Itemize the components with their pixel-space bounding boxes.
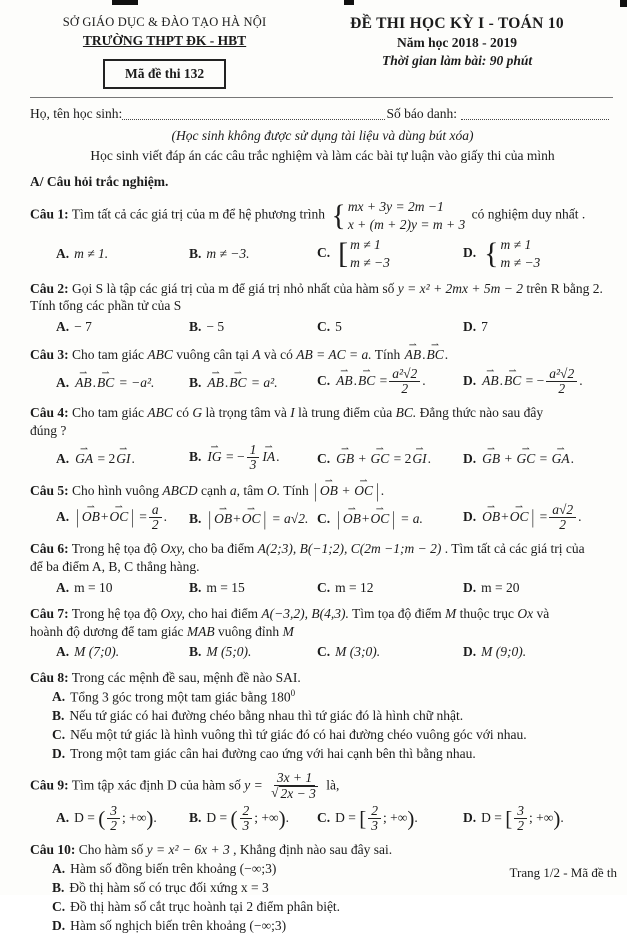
option-d: D. ⇀ GB + ⇀ GC = ⇀ GA. xyxy=(463,448,615,468)
question-9: Câu 9: Tìm tập xác định D của hàm số y = 3x + 1 √ 2x − 3 là, A. D = ( $\frac{3}{2}$ ; +∞). B. D = ( $\frac{2}{3}$ ; +∞). C. D = [ $\frac{2}{3}$ ; +∞). D. D = [ $\frac{3}{2}$ ; +∞). xyxy=(30,771,615,834)
question-label: Câu 2: xyxy=(30,280,69,296)
option-b: B. | ⇀ OB+⇀ OC | = a√2. xyxy=(189,508,317,528)
option-a: A. m = 10 xyxy=(56,579,113,595)
options-row xyxy=(30,503,615,532)
option-b: B. ⇀ IG = − $\frac{1}{3}$ ⇀ IA. xyxy=(189,443,317,472)
school-name: TRƯỜNG THPT ĐK - HBT xyxy=(82,32,247,48)
question-7: Câu 7: Trong hệ tọa độ Oxy, cho hai điểm A(−3,2), B(4,3). Tìm tọa độ điểm M thuộc trục Ox và hoành độ dương để tam giác MAB vuông đỉnh M A. M (7;0). B. M (5;0). C. M (3;0). D. M (9;0). xyxy=(30,605,615,661)
header-left xyxy=(30,14,299,89)
question-1 xyxy=(30,198,615,271)
formula: y = x² + 2mx + 5m − 2 xyxy=(397,280,524,296)
brace: { xyxy=(484,237,499,271)
question-label: Câu 4: xyxy=(30,405,69,421)
equation-system xyxy=(331,198,465,233)
fraction: $\frac{\text{a²√2}}{2}$ xyxy=(389,367,420,396)
option-a: A. ⇀ GA = 2⇀ GI. xyxy=(56,448,189,468)
bracket: [ xyxy=(338,237,349,271)
options-row xyxy=(30,236,615,271)
square-root: √ 2x − 3 xyxy=(271,784,316,801)
student-name-field xyxy=(122,119,384,120)
option-b: B. Đồ thị hàm số có trục đối xứng x = 3 xyxy=(52,880,269,896)
option-b: B. M (5;0). xyxy=(189,644,252,660)
question-3: Câu 3: Cho tam giác ABC vuông cân tại A và có AB = AC = a. Tính ⇀ AB.⇀ BC. A. ⇀ AB.⇀ BC = −a². B. ⇀ AB.⇀ BC = a². C. ⇀ AB.⇀ BC = $\frac{\text{a²√2}}{2}$ . D. ⇀ AB.⇀ BC = − $\frac{\text{a²√2}}{2}$ . xyxy=(30,344,615,396)
question-label: Câu 1: xyxy=(30,207,69,223)
option-a: A. | ⇀ OB+⇀ OC | = $\frac{a}{2}$ . xyxy=(56,503,189,532)
header-right xyxy=(299,14,615,89)
option-b: B. − 5 xyxy=(189,319,225,335)
option-c: C. 5 xyxy=(317,319,342,335)
section-title: A/ Câu hỏi trắc nghiệm. xyxy=(30,173,169,189)
fraction: $\frac{\text{a²√2}}{2}$ xyxy=(546,367,577,396)
question-label: Câu 6: xyxy=(30,541,69,557)
option-a: A. D = ( $\frac{3}{2}$ ; +∞). xyxy=(56,803,157,834)
question-10: Câu 10: Cho hàm số y = x² − 6x + 3 , Khẳng định nào sau đây sai. A. Hàm số đồng biến trên khoảng (−∞;3) B. Đồ thị hàm số có trục đối xứng x = 3 C. Đồ thị hàm số cắt trục hoành tại 2 điểm phân biệt. D. Hàm số nghịch biến trên khoảng (−∞;3) xyxy=(30,841,615,934)
options-row xyxy=(30,804,615,833)
option-c: C. ⇀ GB + ⇀ GC = 2⇀ GI. xyxy=(317,448,463,468)
equation-1: mx + 3y = 2m −1 xyxy=(347,199,444,215)
abs-bar: | xyxy=(376,479,379,502)
option-b: B. m = 15 xyxy=(189,579,245,595)
question-label: Câu 8: xyxy=(30,670,69,686)
question-8: Câu 8: Trong các mệnh đề sau, mệnh đề nào SAI. A. Tổng 3 góc trong một tam giác bằng $180^0$ B. Nếu tứ giác có hai đường chéo bằng nhau thì tứ giác đó là hình chữ nhật. C. Nếu một tứ giác là hình vuông thì tứ giác đó có hai đường chéo vuông góc với nhau. D. Trong một tam giác cân hai đường cao ứng với hai cạnh bên thì bằng nhau. xyxy=(30,669,615,763)
scan-artifact xyxy=(112,0,138,5)
option-d: D. ⇀ OB+⇀ OC | = $\frac{a√2}{2}$ . xyxy=(463,503,615,532)
page-footer: Trang 1/2 - Mã đề th xyxy=(509,864,617,880)
option-b: B. Nếu tứ giác có hai đường chéo bằng nhau thì tứ giác đó là hình chữ nhật. xyxy=(52,708,464,724)
option-c: C. D = [ $\frac{2}{3}$ ; +∞). xyxy=(317,803,418,834)
question-4: Câu 4: Cho tam giác ABC có G là trọng tâm và I là trung điểm của BC. Đẳng thức nào sau đây đúng ? A. ⇀ GA = 2⇀ GI. B. ⇀ IG = − $\frac{1}{3}$ ⇀ IA. C. ⇀ GB + ⇀ GC = 2⇀ GI. D. ⇀ GB + ⇀ GC = ⇀ GA. xyxy=(30,404,615,472)
option-b: B. D = ( $\frac{2}{3}$ ; +∞). xyxy=(189,803,290,834)
option-d: D. D = [ $\frac{3}{2}$ ; +∞). xyxy=(463,803,564,834)
question-text: trên R bằng 2. xyxy=(526,280,603,296)
option-a: A. Tổng 3 góc trong một tam giác bằng $180^0$ xyxy=(52,687,296,705)
note-answer-sheet: Học sinh viết đáp án các câu trắc nghiệm và làm các bài tự luận vào giấy thi của mình xyxy=(90,147,555,163)
option-b: B. ⇀ AB.⇀ BC = a². xyxy=(189,372,317,392)
student-info-line xyxy=(30,105,615,123)
option-c: C. Đồ thị hàm số cắt trục hoành tại 2 điểm phân biệt. xyxy=(52,898,341,914)
question-label: Câu 5: xyxy=(30,483,69,499)
question-5: Câu 5: Cho hình vuông ABCD cạnh a, tâm O. Tính | ⇀ OB + ⇀ OC | . A. | ⇀ OB+⇀ OC | = $\frac{a}{2}$ . B. | ⇀ OB+⇀ OC | = a√2. C. | ⇀ OB+⇀ OC | = a. D. ⇀ OB+⇀ OC | = $\frac{a√2}{2}$ . xyxy=(30,480,615,532)
fraction: $\frac{1}{3}$ xyxy=(247,443,260,472)
option-d: D. M (9;0). xyxy=(463,644,527,660)
question-text: Tính tổng các phần tử của S xyxy=(30,298,182,314)
exam-title: ĐỀ THI HỌC KỲ I - TOÁN 10 xyxy=(350,15,564,32)
option-c: C. ⇀ AB.⇀ BC = $\frac{\text{a²√2}}{2}$ . xyxy=(317,367,463,396)
fraction: $\frac{a}{2}$ xyxy=(149,503,162,532)
note-no-materials: (Học sinh không được sử dụng tài liệu và dùng bút xóa) xyxy=(171,127,474,143)
options-row xyxy=(30,643,615,661)
options-row xyxy=(30,443,615,472)
option-a: A. − 7 xyxy=(56,319,92,335)
question-text: Gọi S là tập các giá trị của m để giá trị nhỏ nhất của hàm số xyxy=(72,280,395,296)
equation-2: x + (m + 2)y = m + 3 xyxy=(347,216,466,232)
option-c: C. m = 12 xyxy=(317,579,374,595)
question-label: Câu 7: xyxy=(30,605,69,621)
option-d: D. Hàm số nghịch biến trên khoảng (−∞;3) xyxy=(52,917,287,933)
school-year: Năm học 2018 - 2019 xyxy=(397,35,518,51)
brace: { xyxy=(331,199,346,233)
vector: ⇀ BC xyxy=(425,346,444,364)
option-a: A. m ≠ 1. xyxy=(56,246,109,262)
header xyxy=(30,14,615,89)
option-d: D. Trong một tam giác cân hai đường cao ứng với hai cạnh bên thì bằng nhau. xyxy=(52,745,476,761)
fraction: 3x + 1 √ 2x − 3 xyxy=(271,769,316,801)
option-c: C. | ⇀ OB+⇀ OC | = a. xyxy=(317,508,463,528)
question-6: Câu 6: Trong hệ tọa độ Oxy, cho ba điểm A(2;3), B(−1;2), C(2m −1;m − 2) . Tìm tất cả các giá trị của để ba điểm A, B, C thẳng hàng. A. m = 10 B. m = 15 C. m = 12 D. m = 20 xyxy=(30,540,615,596)
exam-code-box: Mã đề thi 132 xyxy=(103,59,226,89)
question-label: Câu 3: xyxy=(30,347,69,362)
student-id-label: Số báo danh: xyxy=(386,106,457,122)
option-b: B. m ≠ −3. xyxy=(189,246,250,262)
option-a: A. ⇀ AB.⇀ BC = −a². xyxy=(56,372,189,392)
question-text: có nghiệm duy nhất . xyxy=(471,207,586,223)
option-d: D. m = 20 xyxy=(463,579,520,595)
option-c: C. [ m ≠ 1 m ≠ −3 xyxy=(317,237,390,271)
header-divider xyxy=(30,97,613,98)
student-id-field xyxy=(461,119,609,120)
question-label: Câu 9: xyxy=(30,776,69,792)
question-text: Tìm tất cả các giá trị của m để hệ phương trình xyxy=(71,207,326,223)
scan-artifact xyxy=(344,0,354,5)
option-c: C. Nếu một tứ giác là hình vuông thì tứ giác đó có hai đường chéo vuông góc với nhau. xyxy=(52,727,527,743)
option-d: D. 7 xyxy=(463,319,488,335)
abs-bar: | xyxy=(314,479,317,502)
fraction: $\frac{a√2}{2}$ xyxy=(549,503,576,532)
options-row xyxy=(30,367,615,396)
department-name: SỞ GIÁO DỤC & ĐÀO TẠO HÀ NỘI xyxy=(62,15,267,29)
exam-duration: Thời gian làm bài: 90 phút xyxy=(381,53,533,69)
scan-artifact xyxy=(620,0,627,7)
vector: ⇀ AB xyxy=(404,346,423,364)
options-row xyxy=(30,318,615,336)
option-d: D. { m ≠ 1 m ≠ −3 xyxy=(463,237,541,271)
options-row xyxy=(30,579,615,597)
option-a: A. M (7;0). xyxy=(56,644,120,660)
student-name-label: Họ, tên học sinh: xyxy=(30,106,123,122)
question-label: Câu 10: xyxy=(30,842,76,858)
option-a: A. Hàm số đồng biến trên khoảng (−∞;3) xyxy=(52,861,277,877)
option-c: C. M (3;0). xyxy=(317,644,381,660)
options-list xyxy=(30,688,615,763)
question-2 xyxy=(30,280,615,336)
option-d: D. ⇀ AB.⇀ BC = − $\frac{\text{a²√2}}{2}$ . xyxy=(463,367,615,396)
